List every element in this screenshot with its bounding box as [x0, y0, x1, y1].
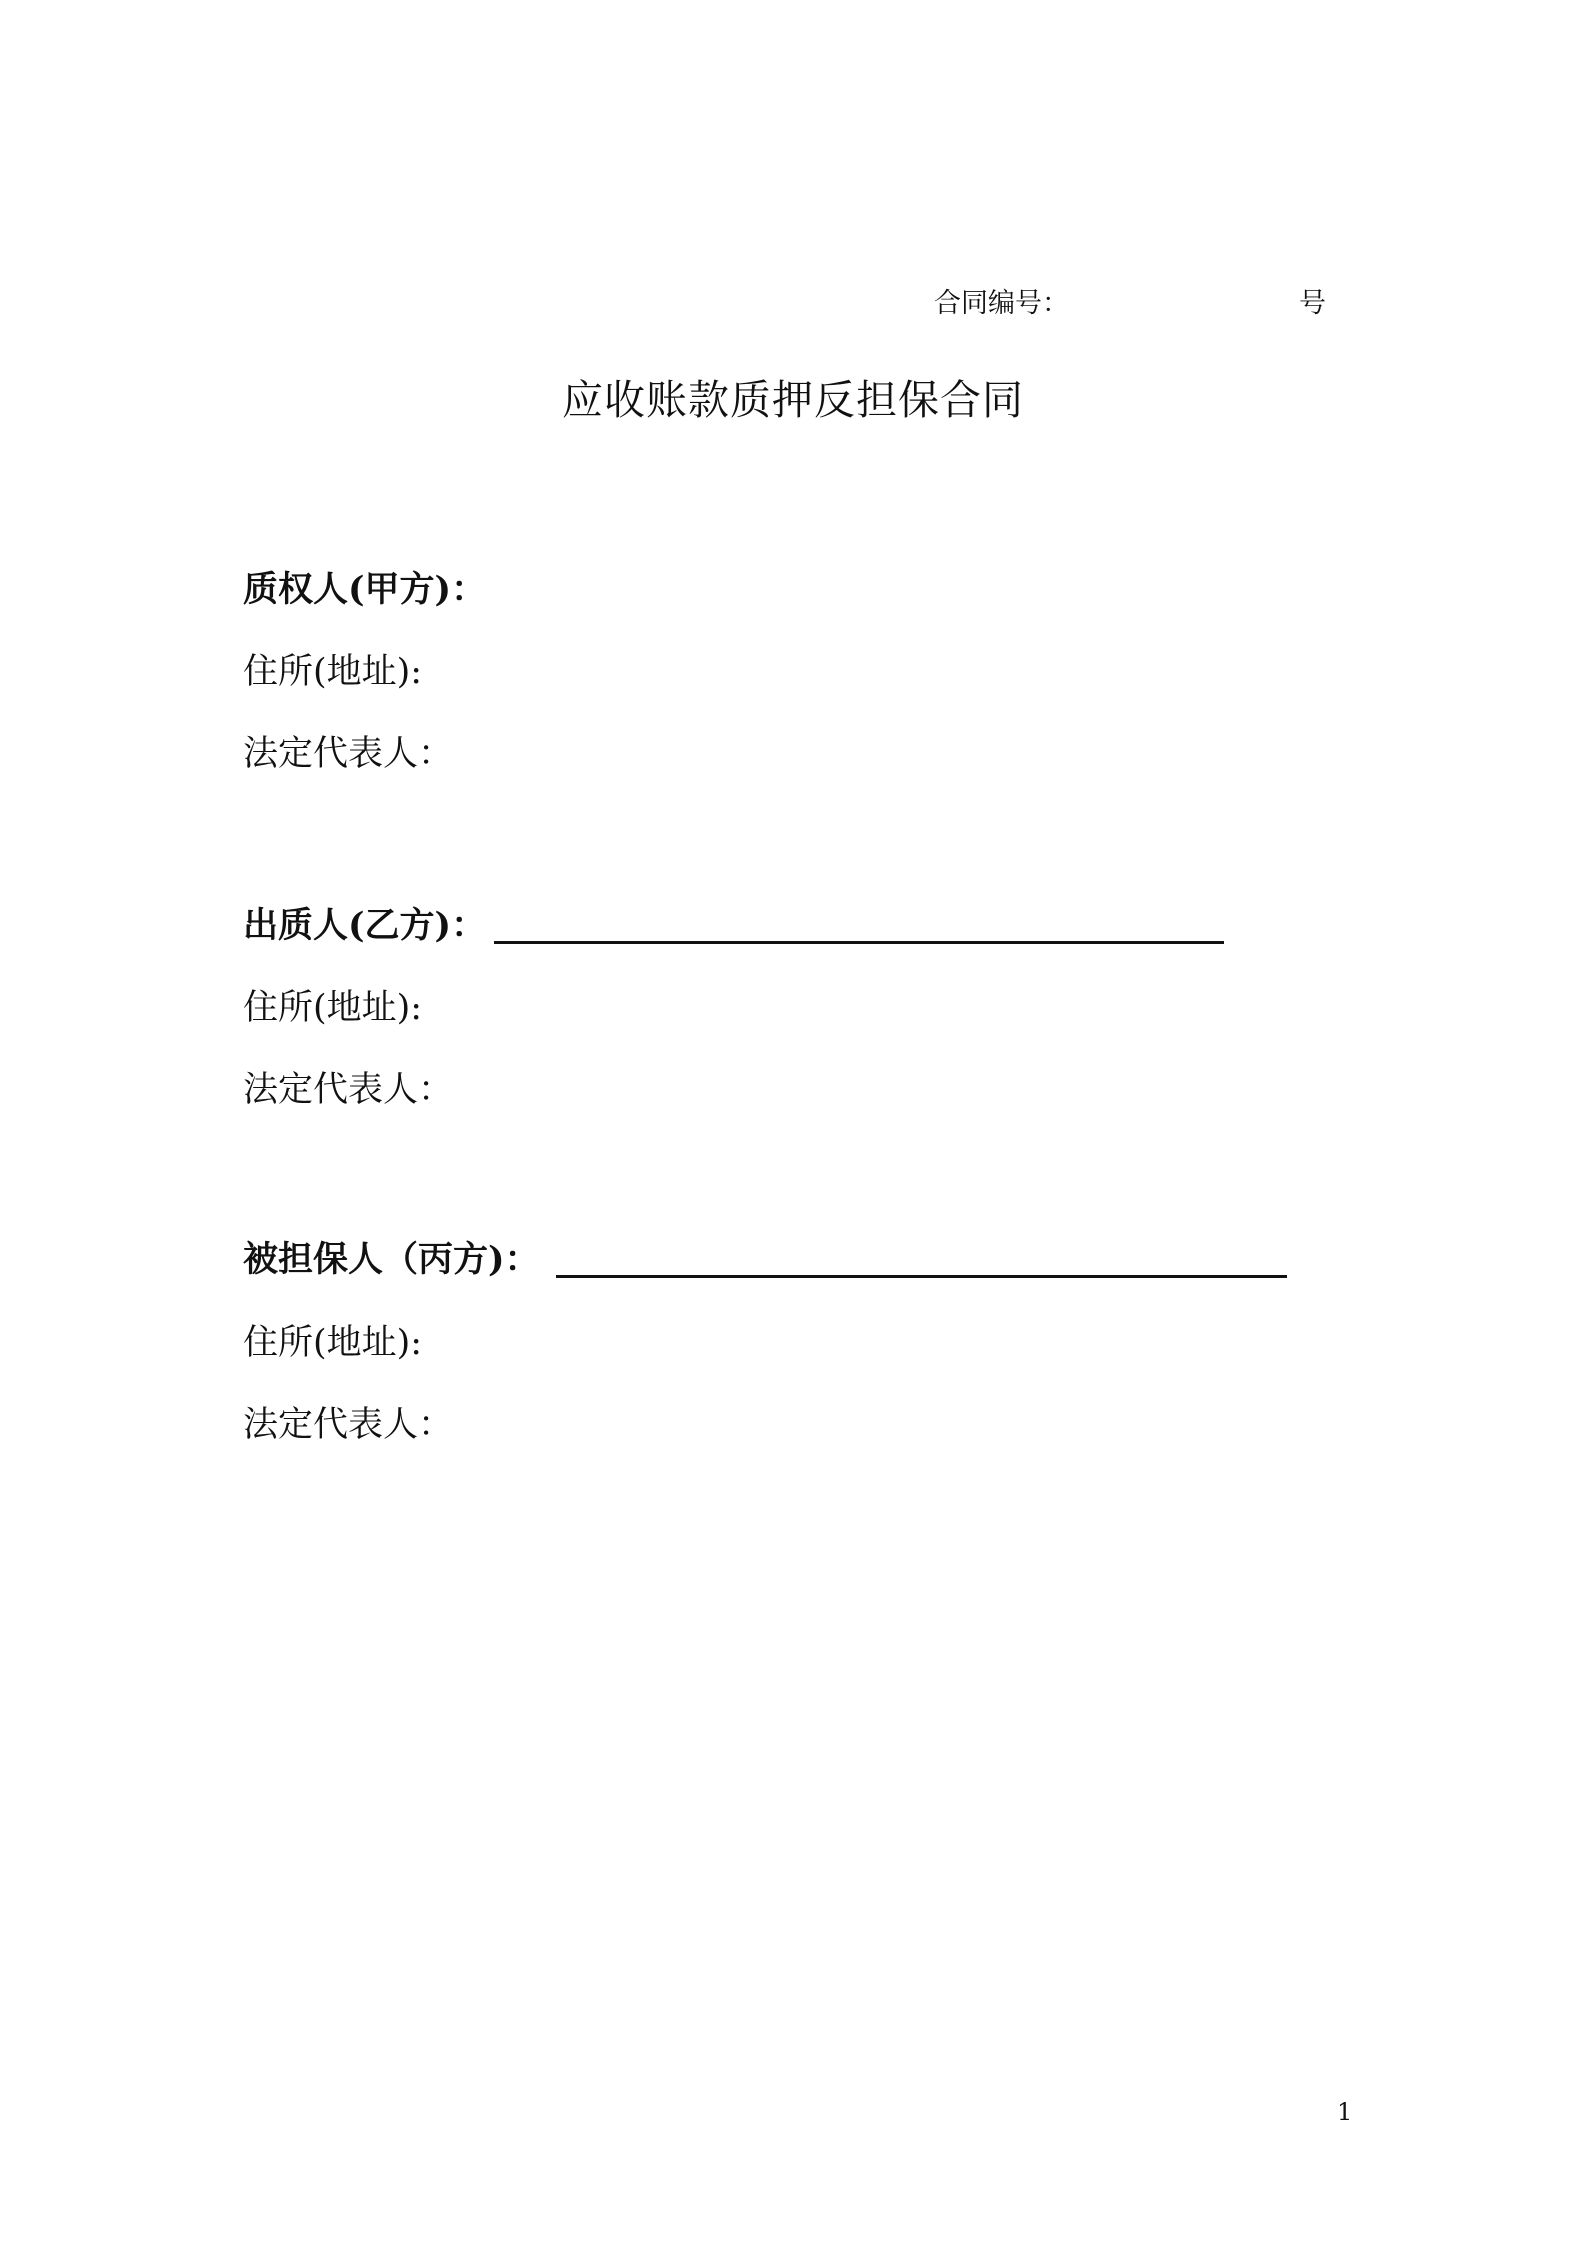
document-title: 应收账款质押反担保合同 — [562, 376, 1024, 424]
guaranteed-party-address-label: 住所(地址): — [243, 1323, 423, 1363]
pledgee-address-label: 住所(地址): — [243, 652, 423, 692]
pledgor-name-blank — [494, 941, 1224, 944]
contract-number-line — [934, 286, 1334, 322]
guaranteed-party-name-blank — [556, 1275, 1287, 1278]
contract-number-suffix: 号 — [1299, 288, 1326, 319]
pledgee-label: 质权人(甲方)： — [243, 569, 487, 610]
pledgor-address-label: 住所(地址): — [243, 988, 423, 1028]
pledgee-representative-label: 法定代表人： — [243, 734, 454, 774]
pledgor-representative-label: 法定代表人： — [243, 1070, 454, 1110]
guaranteed-party-representative-label: 法定代表人： — [243, 1405, 454, 1445]
pledgor-label: 出质人(乙方)： — [243, 905, 487, 946]
page-number: 1 — [1337, 2098, 1353, 2126]
contract-number-label: 合同编号： — [934, 288, 1069, 319]
guaranteed-party-label: 被担保人（丙方)： — [243, 1239, 540, 1280]
